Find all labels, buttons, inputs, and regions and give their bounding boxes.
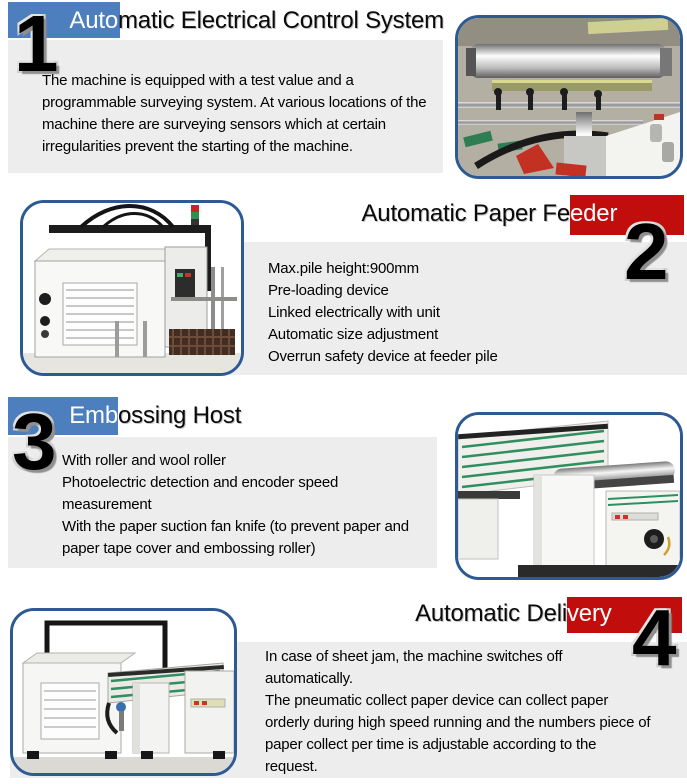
cabinet-top — [35, 249, 179, 261]
machine-photo-illustration — [23, 203, 241, 373]
vent-lines — [66, 290, 134, 338]
machine-photo-embossing-host — [455, 412, 683, 580]
section-title-3-highlight: Emb — [69, 402, 118, 429]
machine-photo-delivery — [10, 608, 237, 776]
pallet-grid — [169, 329, 235, 355]
section-title-1-highlight: Auto — [69, 7, 118, 34]
section-number-3: 3 — [12, 397, 57, 486]
machine-photo-electrical-control — [455, 15, 683, 179]
section-number-2: 2 — [624, 207, 669, 296]
body-line: Photoelectric detection and encoder speed — [62, 474, 339, 491]
body-line: paper tape cover and embossing roller) — [62, 540, 316, 557]
body-line: Overrun safety device at feeder pile — [268, 348, 498, 365]
right-unit — [185, 671, 234, 753]
knob — [39, 293, 51, 305]
steel-rail — [458, 102, 680, 108]
machine-photo-illustration — [458, 18, 680, 176]
body-line: In case of sheet jam, the machine switches off — [265, 648, 563, 665]
section-title-4-highlight: very — [567, 600, 612, 627]
body-line: paper collect per time is adjustable according to the — [265, 736, 597, 753]
body-line: machine there are surveying sensors which at certain — [42, 116, 386, 133]
valve — [116, 702, 126, 712]
body-line: Automatic size adjustment — [268, 326, 439, 343]
machine-photo-illustration — [13, 611, 234, 773]
white-column — [534, 475, 594, 575]
section-title-2-highlight: eder — [570, 200, 618, 227]
body-line: The pneumatic collect paper device can collect paper — [265, 692, 609, 709]
machine-photo-paper-feeder — [20, 200, 244, 376]
body-line: Pre-loading device — [268, 282, 389, 299]
section-body-4 — [265, 646, 650, 778]
top-frame — [49, 225, 211, 233]
section-title-2: Automatic Paper Fe — [361, 200, 570, 227]
section-title-1: matic Electrical Control System — [118, 7, 444, 34]
body-line: orderly during high speed running and the numbers piece of — [265, 714, 651, 731]
tower-light — [191, 205, 199, 225]
body-line: Linked electrically with unit — [268, 304, 440, 321]
body-line: irregularities prevent the starting of the machine. — [42, 138, 353, 155]
base — [518, 565, 680, 577]
chrome-roller — [470, 44, 666, 78]
machine-photo-illustration — [458, 415, 680, 577]
section-body-2 — [268, 258, 498, 368]
section-number-1: 1 — [14, 0, 59, 88]
section-number-4: 4 — [632, 593, 677, 682]
floor — [13, 757, 234, 773]
section-body-3 — [62, 450, 409, 560]
body-line: With the paper suction fan knife (to prevent paper and — [62, 518, 409, 535]
body-line: The machine is equipped with a test value and a — [42, 72, 354, 89]
section-title-3: ossing Host — [118, 402, 242, 429]
body-line: request. — [265, 758, 318, 775]
body-line: programmable surveying system. At various locations of the — [42, 94, 427, 111]
body-line: measurement — [62, 496, 152, 513]
body-line: With roller and wool roller — [62, 452, 226, 469]
section-title-4: Automatic Deli — [415, 600, 567, 627]
body-line: automatically. — [265, 670, 353, 687]
section-body-1 — [42, 70, 426, 158]
body-line: Max.pile height:900mm — [268, 260, 419, 277]
